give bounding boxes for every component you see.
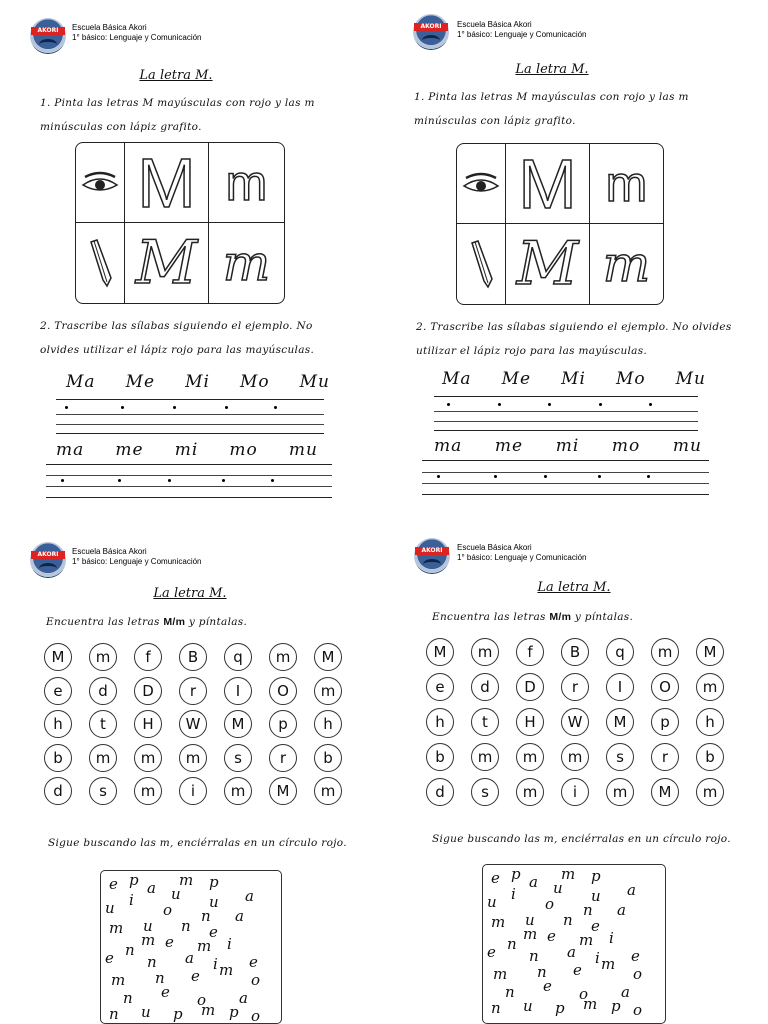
search-letter: n — [181, 917, 191, 935]
letter-circle: s — [224, 744, 252, 772]
letter-circle: h — [314, 710, 342, 738]
search-letter: a — [245, 887, 254, 905]
worksheet-bottom-right — [384, 512, 768, 1024]
letter-circle: I — [224, 677, 252, 705]
search-letter: m — [201, 1001, 216, 1019]
school-logo: AKORI — [413, 14, 449, 50]
search-letter: m — [109, 919, 124, 937]
letter-circle: m — [471, 638, 499, 666]
search-letter: e — [105, 949, 114, 967]
syllable: Mi — [185, 372, 210, 392]
search-letter: m — [111, 971, 126, 989]
search-letter: m — [601, 955, 616, 973]
letter-circle: m — [696, 778, 724, 806]
search-letter: e — [165, 933, 174, 951]
lower-print-letter: m — [209, 143, 284, 223]
search-letter: m — [523, 925, 538, 943]
letter-circle: s — [471, 778, 499, 806]
instruction-1: 1. Pinta las letras M mayúsculas con rojo y las m minúsculas con lápiz grafito. — [414, 91, 689, 127]
letter-circle: f — [516, 638, 544, 666]
letter-circle: e — [426, 673, 454, 701]
letter-circle: M — [426, 638, 454, 666]
upper-print-letter: M — [125, 143, 209, 223]
instruction-2: 2. Trascribe las sílabas siguiendo el ejemplo. No olvides utilizar el lápiz rojo para las mayúsculas. — [40, 320, 315, 356]
letter-circle: b — [44, 744, 72, 772]
letter-circle: m — [314, 677, 342, 705]
letter-circle: M — [224, 710, 252, 738]
search-letter: u — [487, 893, 497, 911]
letter-circle: d — [89, 677, 117, 705]
search-letter: e — [573, 961, 582, 979]
syllable: mo — [611, 436, 641, 456]
search-letter: e — [631, 947, 640, 965]
letter-circle: h — [426, 708, 454, 736]
eye-icon — [76, 143, 125, 223]
search-letter: a — [529, 873, 538, 891]
search-letter: p — [229, 1003, 239, 1021]
course-name: 1° básico: Lenguaje y Comunicación — [72, 557, 202, 566]
search-letter: o — [633, 1001, 643, 1019]
search-letter: e — [109, 875, 118, 893]
letter-circle: M — [696, 638, 724, 666]
letter-circle: M — [606, 708, 634, 736]
letter-circle: H — [516, 708, 544, 736]
syllable: mu — [672, 436, 702, 456]
letter-circle: t — [471, 708, 499, 736]
letter-circle: d — [44, 777, 72, 805]
letter-circle: m — [651, 638, 679, 666]
letter-circle: m — [179, 744, 207, 772]
letter-circle: i — [561, 778, 589, 806]
letter-circle: t — [89, 710, 117, 738]
lower-print-letter: m — [590, 144, 663, 224]
syllable: ma — [56, 440, 85, 460]
letter-circle: m — [516, 743, 544, 771]
search-letter: i — [595, 949, 600, 967]
search-letter: n — [123, 989, 133, 1007]
search-letter: u — [525, 911, 535, 929]
search-letter: i — [213, 955, 218, 973]
syllable: Me — [501, 369, 532, 389]
search-letter: n — [563, 911, 573, 929]
search-letter: m — [493, 965, 508, 983]
letter-circle: M — [314, 643, 342, 671]
letter-circle: O — [651, 673, 679, 701]
search-letter: m — [219, 961, 234, 979]
find-instruction: Encuentra las letras M/m y píntalas. — [432, 611, 634, 623]
search-letter: a — [147, 879, 156, 897]
search-instruction: Sigue buscando las m, enciérralas en un círculo rojo. — [432, 833, 731, 845]
pencil-icon — [76, 223, 125, 303]
syllable: Ma — [442, 369, 472, 389]
upper-cursive-letter: M — [125, 223, 209, 303]
search-letter: o — [545, 895, 555, 913]
search-letter: a — [239, 989, 248, 1007]
lower-syllables — [56, 440, 318, 460]
worksheet-bottom-left — [0, 512, 384, 1024]
letter-circle: p — [651, 708, 679, 736]
letter-circle: M — [651, 778, 679, 806]
search-letter: a — [185, 949, 194, 967]
search-letter: m — [561, 865, 576, 883]
syllable: Me — [125, 372, 156, 392]
worksheet-top-left — [0, 0, 384, 512]
letter-circle: d — [471, 673, 499, 701]
syllable: mi — [555, 436, 580, 456]
writing-lines-upper — [56, 399, 324, 434]
syllable: mo — [229, 440, 258, 460]
letter-circle: p — [269, 710, 297, 738]
school-header — [72, 23, 202, 43]
letter-circle: m — [314, 777, 342, 805]
letter-circle: H — [134, 710, 162, 738]
lower-cursive-letter: m — [602, 235, 651, 293]
eye-icon — [457, 144, 506, 224]
syllable: me — [494, 436, 524, 456]
letter-circle: m — [471, 743, 499, 771]
search-letter: o — [633, 965, 643, 983]
search-letter: n — [529, 947, 539, 965]
search-letter: m — [179, 871, 194, 889]
letter-circle: m — [224, 777, 252, 805]
search-letter: n — [537, 963, 547, 981]
letter-circle: r — [651, 743, 679, 771]
search-letter: n — [505, 983, 515, 1001]
search-instruction: Sigue buscando las m, enciérralas en un círculo rojo. — [48, 837, 347, 849]
letter-circle: m — [269, 643, 297, 671]
syllable: Mo — [615, 369, 646, 389]
upper-cursive-letter: M — [506, 224, 590, 304]
search-letter: e — [543, 977, 552, 995]
letter-circle: B — [179, 643, 207, 671]
search-letter: n — [491, 999, 501, 1017]
syllable: Mi — [561, 369, 586, 389]
school-name: Escuela Básica Akori — [72, 547, 147, 556]
letter-circle: q — [606, 638, 634, 666]
search-letter: m — [141, 931, 156, 949]
course-name: 1° básico: Lenguaje y Comunicación — [457, 30, 587, 39]
upper-syllables — [66, 372, 330, 392]
search-letter: n — [109, 1005, 119, 1023]
search-letter: o — [197, 991, 207, 1009]
search-letter: u — [209, 893, 219, 911]
letter-grid — [456, 143, 664, 305]
page-title: La letra M. — [153, 586, 227, 601]
school-header — [72, 547, 202, 567]
syllable: mu — [288, 440, 318, 460]
letter-circle: m — [134, 777, 162, 805]
syllable: Mu — [299, 372, 330, 392]
search-letter: e — [209, 923, 218, 941]
search-letter: n — [155, 969, 165, 987]
page-title: La letra M. — [139, 68, 213, 83]
letter-circle: b — [426, 743, 454, 771]
letter-grid — [75, 142, 285, 304]
letter-circle: m — [134, 744, 162, 772]
page-title: La letra M. — [515, 62, 589, 77]
search-letter: n — [507, 935, 517, 953]
syllable: Ma — [66, 372, 96, 392]
search-letter: e — [491, 869, 500, 887]
letter-circle: b — [696, 743, 724, 771]
worksheet-top-right — [384, 0, 768, 512]
search-letter: a — [235, 907, 244, 925]
search-letter: n — [583, 901, 593, 919]
letter-circle: D — [134, 677, 162, 705]
search-letter: p — [611, 997, 621, 1015]
school-header — [457, 543, 587, 563]
letter-circle: f — [134, 643, 162, 671]
letter-circle: m — [89, 744, 117, 772]
instruction-1: 1. Pinta las letras M mayúsculas con rojo y las m minúsculas con lápiz grafito. — [40, 97, 315, 133]
search-letter: u — [105, 899, 115, 917]
search-letter: p — [129, 871, 139, 889]
search-letter: e — [249, 953, 258, 971]
syllable: Mo — [239, 372, 270, 392]
syllable: Mu — [675, 369, 706, 389]
letter-search-box — [100, 870, 282, 1024]
letter-circle: q — [224, 643, 252, 671]
find-instruction: Encuentra las letras M/m y píntalas. — [46, 616, 248, 628]
school-name: Escuela Básica Akori — [457, 543, 532, 552]
lower-syllables — [434, 436, 702, 456]
school-name: Escuela Básica Akori — [72, 23, 147, 32]
letter-circle: d — [426, 778, 454, 806]
letter-circle: O — [269, 677, 297, 705]
letter-search-box — [482, 864, 666, 1024]
letter-circle: D — [516, 673, 544, 701]
search-letter: u — [143, 917, 153, 935]
search-letter: e — [191, 967, 200, 985]
search-letter: u — [523, 997, 533, 1015]
search-letter: p — [511, 865, 521, 883]
letter-circle: i — [179, 777, 207, 805]
letter-circle: m — [606, 778, 634, 806]
letter-circle: M — [269, 777, 297, 805]
letter-circle: r — [561, 673, 589, 701]
search-letter: i — [511, 885, 516, 903]
pencil-icon — [457, 224, 506, 304]
letter-circle: m — [696, 673, 724, 701]
letter-circle: h — [44, 710, 72, 738]
search-letter: e — [547, 927, 556, 945]
search-letter: u — [591, 887, 601, 905]
letter-circle: h — [696, 708, 724, 736]
letter-circle: I — [606, 673, 634, 701]
syllable: me — [115, 440, 144, 460]
school-name: Escuela Básica Akori — [457, 20, 532, 29]
school-logo: AKORI — [414, 538, 450, 574]
search-letter: u — [553, 879, 563, 897]
search-letter: m — [491, 913, 506, 931]
search-letter: e — [487, 943, 496, 961]
letter-circle: W — [561, 708, 589, 736]
search-letter: a — [621, 983, 630, 1001]
letter-circle: m — [561, 743, 589, 771]
upper-syllables — [442, 369, 706, 389]
letter-circle: B — [561, 638, 589, 666]
search-letter: o — [163, 901, 173, 919]
search-letter: p — [173, 1005, 183, 1023]
writing-lines-upper — [434, 396, 698, 431]
search-letter: n — [147, 953, 157, 971]
letter-circle: e — [44, 677, 72, 705]
search-letter: o — [251, 1007, 261, 1024]
search-letter: p — [591, 867, 601, 885]
letter-circle: r — [179, 677, 207, 705]
writing-lines-lower — [422, 460, 709, 495]
search-letter: n — [201, 907, 211, 925]
search-letter: e — [591, 917, 600, 935]
search-letter: e — [161, 983, 170, 1001]
search-letter: m — [197, 937, 212, 955]
search-letter: i — [609, 929, 614, 947]
search-letter: p — [555, 999, 565, 1017]
upper-print-letter: M — [506, 144, 590, 224]
search-letter: o — [251, 971, 261, 989]
instruction-2: 2. Trascribe las sílabas siguiendo el ejemplo. No olvides utilizar el lápiz rojo para las mayúsculas. — [416, 321, 732, 357]
search-letter: u — [141, 1003, 151, 1021]
school-logo: AKORI — [30, 18, 66, 54]
search-letter: o — [579, 985, 589, 1003]
search-letter: i — [129, 891, 134, 909]
page-title: La letra M. — [537, 580, 611, 595]
search-letter: u — [171, 885, 181, 903]
search-letter: m — [583, 995, 598, 1013]
search-letter: p — [209, 873, 219, 891]
letter-circle: s — [89, 777, 117, 805]
letter-circle: W — [179, 710, 207, 738]
letter-circle: m — [516, 778, 544, 806]
search-letter: a — [627, 881, 636, 899]
school-logo: AKORI — [30, 542, 66, 578]
syllable: ma — [434, 436, 463, 456]
syllable: mi — [174, 440, 199, 460]
course-name: 1° básico: Lenguaje y Comunicación — [457, 553, 587, 562]
course-name: 1° básico: Lenguaje y Comunicación — [72, 33, 202, 42]
letter-circle: M — [44, 643, 72, 671]
letter-circle: b — [314, 744, 342, 772]
search-letter: i — [227, 935, 232, 953]
search-letter: a — [617, 901, 626, 919]
letter-circle: s — [606, 743, 634, 771]
search-letter: a — [567, 943, 576, 961]
search-letter: n — [125, 941, 135, 959]
letter-circle: r — [269, 744, 297, 772]
writing-lines-lower — [46, 464, 332, 498]
school-header — [457, 20, 587, 40]
search-letter: m — [579, 931, 594, 949]
lower-cursive-letter: m — [222, 234, 271, 292]
letter-circle: m — [89, 643, 117, 671]
